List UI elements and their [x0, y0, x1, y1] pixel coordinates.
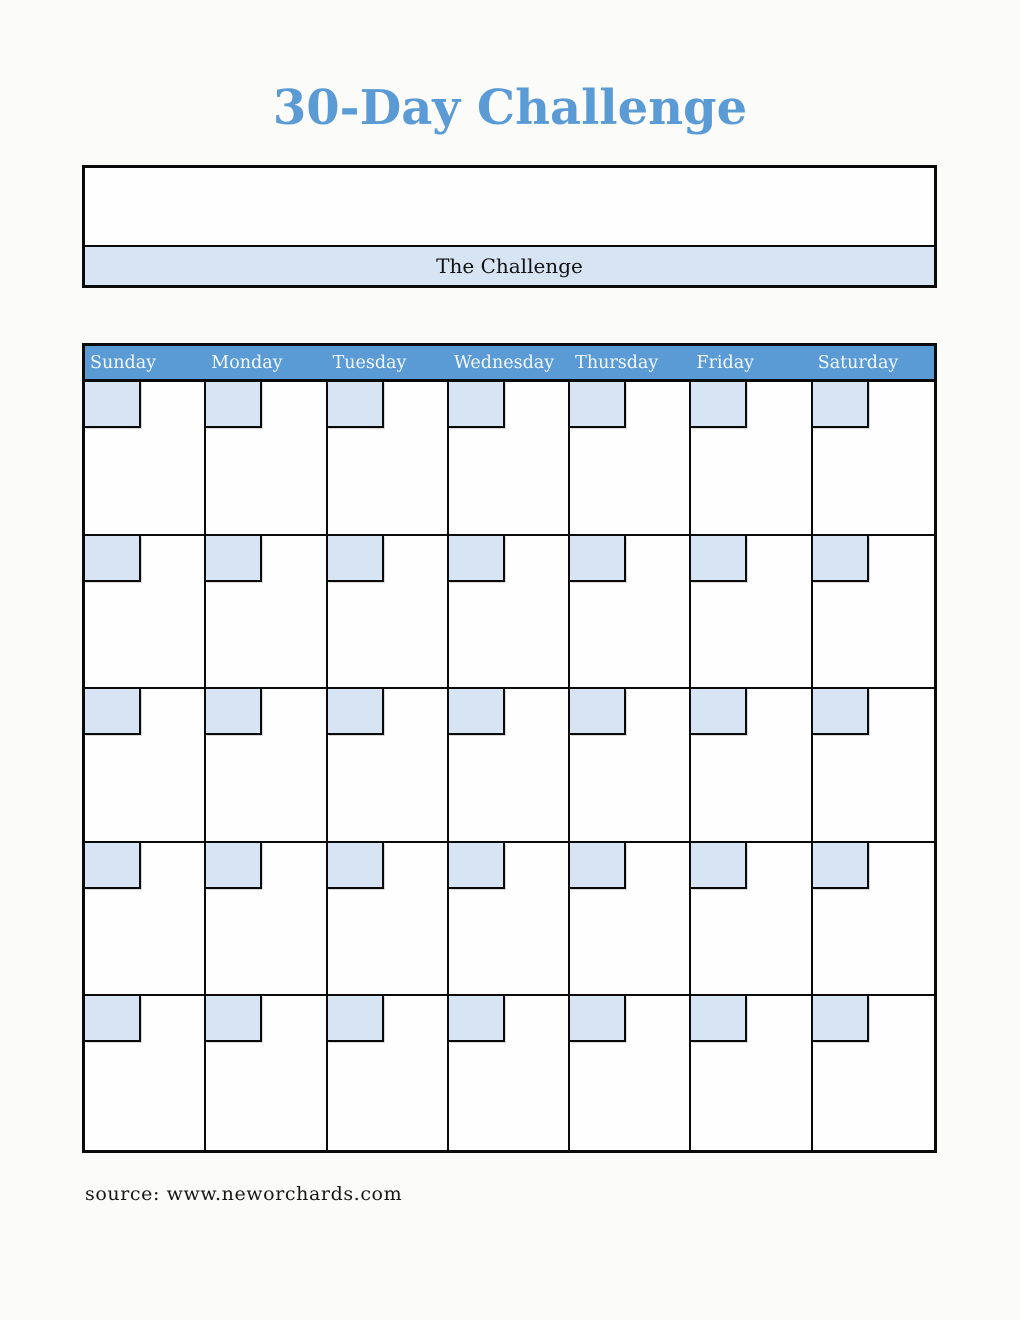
day-number-box[interactable]	[85, 843, 141, 889]
day-number-box[interactable]	[85, 536, 141, 582]
calendar-cell[interactable]	[449, 996, 570, 1150]
day-number-box[interactable]	[449, 996, 505, 1042]
calendar-header-row	[85, 346, 934, 382]
day-number-box[interactable]	[691, 996, 747, 1042]
calendar-cell[interactable]	[691, 382, 812, 536]
calendar-cell[interactable]	[570, 996, 691, 1150]
day-number-box[interactable]	[570, 843, 626, 889]
day-number-box[interactable]	[570, 536, 626, 582]
page-title: 30-Day Challenge	[272, 80, 748, 136]
calendar-cell[interactable]	[206, 996, 327, 1150]
day-number-box[interactable]	[328, 996, 384, 1042]
day-number-box[interactable]	[85, 996, 141, 1042]
calendar-cell[interactable]	[570, 843, 691, 997]
calendar-cell[interactable]	[328, 689, 449, 843]
calendar-cell[interactable]	[328, 996, 449, 1150]
calendar-cell[interactable]	[813, 689, 934, 843]
challenge-box	[82, 165, 937, 288]
calendar-cell[interactable]	[691, 536, 812, 690]
calendar-cell[interactable]	[206, 536, 327, 690]
day-number-box[interactable]	[570, 996, 626, 1042]
day-number-box[interactable]	[206, 996, 262, 1042]
day-number-box[interactable]	[813, 996, 869, 1042]
calendar-cell[interactable]	[85, 382, 206, 536]
day-number-box[interactable]	[449, 843, 505, 889]
day-header-thursday: Thursday	[575, 352, 659, 373]
calendar-cell[interactable]	[813, 996, 934, 1150]
calendar-cell[interactable]	[449, 382, 570, 536]
challenge-label-band	[85, 245, 934, 285]
calendar-cell[interactable]	[449, 843, 570, 997]
calendar-table	[82, 343, 937, 1153]
day-number-box[interactable]	[328, 843, 384, 889]
day-number-box[interactable]	[813, 689, 869, 735]
day-number-box[interactable]	[813, 382, 869, 428]
calendar-cell[interactable]	[691, 996, 812, 1150]
day-number-box[interactable]	[206, 689, 262, 735]
day-header-monday: Monday	[211, 352, 283, 373]
calendar-cell[interactable]	[449, 689, 570, 843]
calendar-cell[interactable]	[328, 843, 449, 997]
day-number-box[interactable]	[691, 536, 747, 582]
day-number-box[interactable]	[206, 382, 262, 428]
calendar-cell[interactable]	[85, 843, 206, 997]
day-number-box[interactable]	[449, 689, 505, 735]
day-number-box[interactable]	[85, 689, 141, 735]
calendar-cell[interactable]	[691, 843, 812, 997]
challenge-write-area[interactable]	[85, 168, 934, 245]
day-header-wednesday: Wednesday	[453, 352, 555, 373]
day-number-box[interactable]	[813, 843, 869, 889]
day-number-box[interactable]	[813, 536, 869, 582]
day-header-sunday: Sunday	[90, 352, 157, 373]
day-number-box[interactable]	[449, 536, 505, 582]
day-number-box[interactable]	[85, 382, 141, 428]
calendar-cell[interactable]	[328, 382, 449, 536]
calendar-cell[interactable]	[813, 536, 934, 690]
day-number-box[interactable]	[691, 843, 747, 889]
day-number-box[interactable]	[206, 536, 262, 582]
day-number-box[interactable]	[691, 382, 747, 428]
day-header-tuesday: Tuesday	[332, 352, 407, 373]
calendar-cell[interactable]	[449, 536, 570, 690]
calendar-cell[interactable]	[328, 536, 449, 690]
day-number-box[interactable]	[570, 689, 626, 735]
day-number-box[interactable]	[449, 382, 505, 428]
calendar-cell[interactable]	[206, 382, 327, 536]
day-number-box[interactable]	[328, 689, 384, 735]
day-number-box[interactable]	[691, 689, 747, 735]
calendar-grid	[85, 382, 934, 1150]
day-number-box[interactable]	[328, 536, 384, 582]
calendar-cell[interactable]	[85, 996, 206, 1150]
calendar-cell[interactable]	[691, 689, 812, 843]
day-number-box[interactable]	[328, 382, 384, 428]
calendar-cell[interactable]	[206, 689, 327, 843]
calendar-cell[interactable]	[570, 689, 691, 843]
calendar-cell[interactable]	[570, 536, 691, 690]
day-header-friday: Friday	[696, 352, 755, 373]
calendar-cell[interactable]	[813, 382, 934, 536]
day-number-box[interactable]	[206, 843, 262, 889]
calendar-cell[interactable]	[570, 382, 691, 536]
calendar-cell[interactable]	[85, 689, 206, 843]
calendar-cell[interactable]	[85, 536, 206, 690]
day-number-box[interactable]	[570, 382, 626, 428]
challenge-label-text: The Challenge	[436, 254, 583, 278]
calendar-cell[interactable]	[206, 843, 327, 997]
day-header-saturday: Saturday	[817, 352, 899, 373]
calendar-cell[interactable]	[813, 843, 934, 997]
source-text: source: www.neworchards.com	[85, 1183, 403, 1205]
